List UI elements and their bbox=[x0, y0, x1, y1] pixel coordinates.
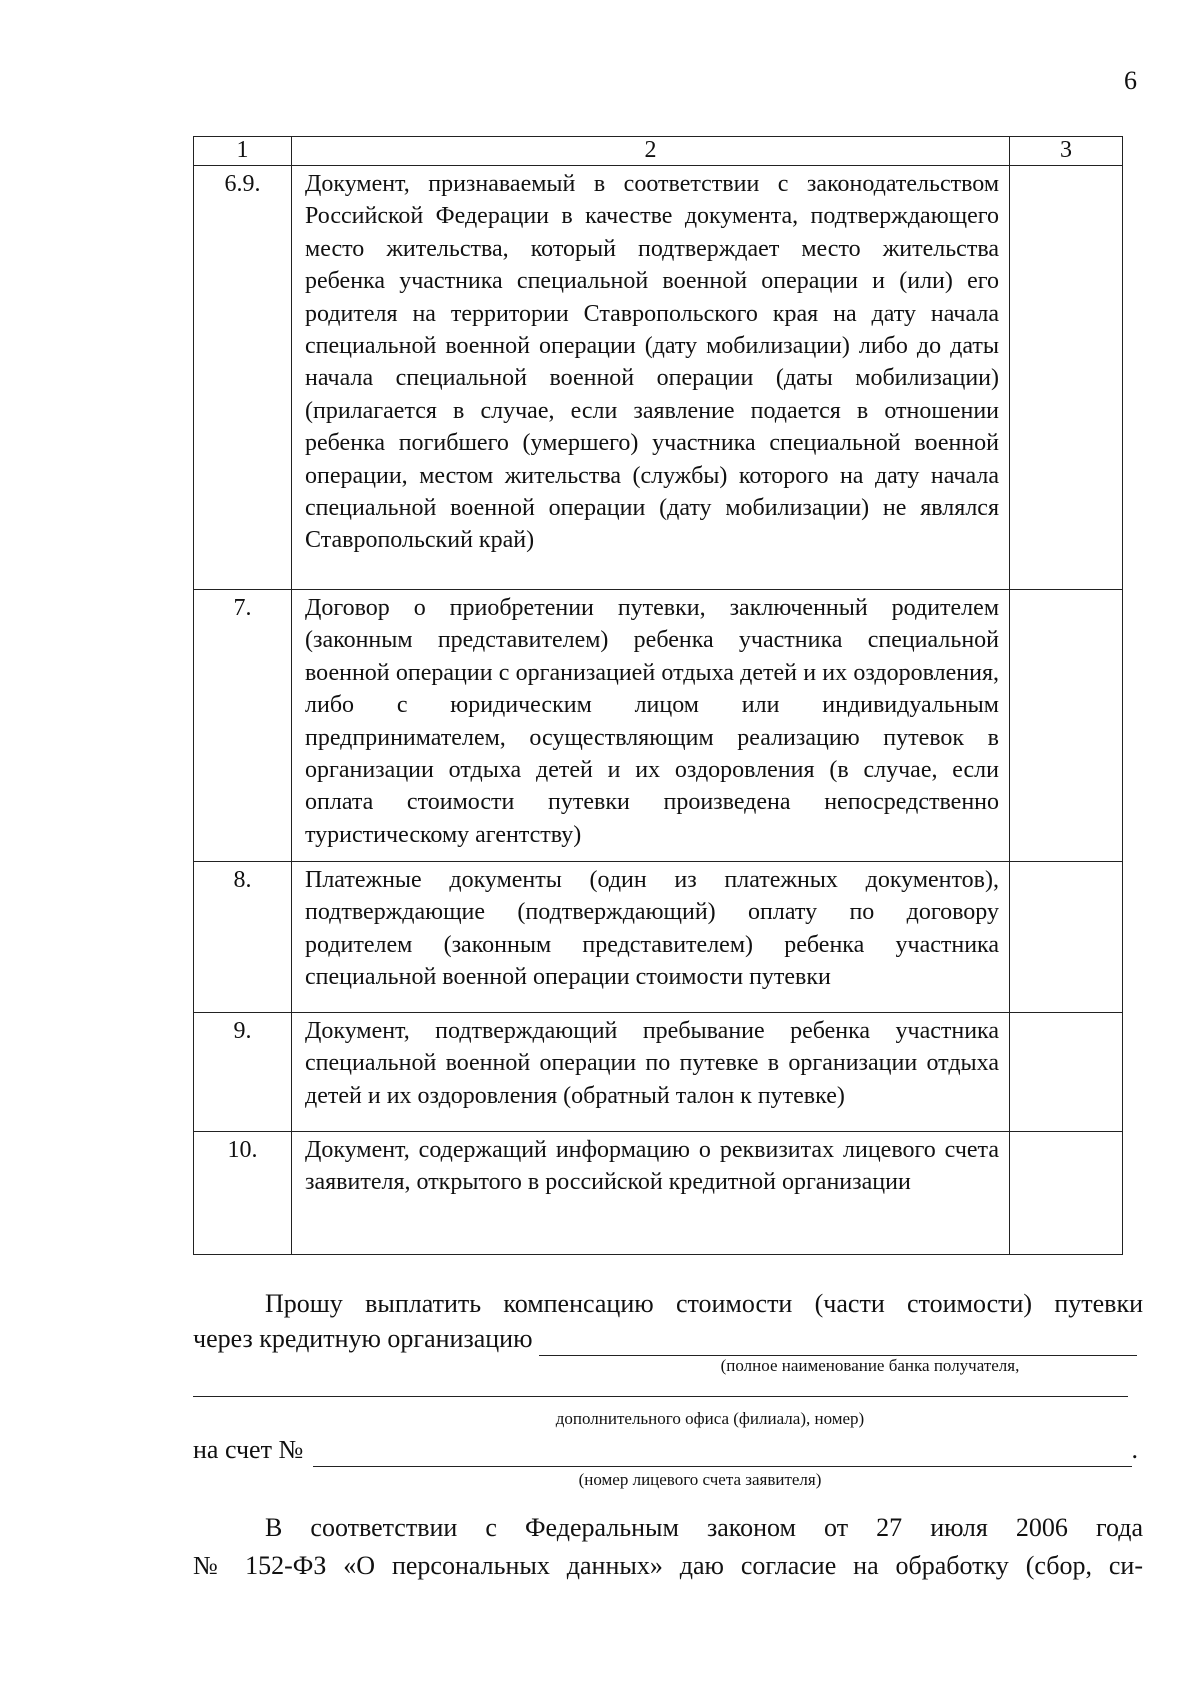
account-end-dot: . bbox=[1131, 1435, 1138, 1464]
table-header-cell: 2 bbox=[292, 137, 1010, 166]
row-mark-cell bbox=[1010, 862, 1123, 1013]
account-label: на счет № bbox=[193, 1435, 304, 1464]
table-row bbox=[194, 166, 1123, 590]
bank-name-line bbox=[539, 1329, 1137, 1356]
row-text: Договор о приобретении путевки, заключенный родителем (законным представителем) ребенка участника специальной военной операции с организацией отдыха детей и их оздоровления, либо с юридическим лицом или индивидуальным предпринимателем, осуществляющим реализацию путевок в организации отдыха детей и их оздоровления (в случае, если оплата стоимости путевки произведена непосредственно туристическому агентству) bbox=[292, 590, 1010, 862]
row-number: 7. bbox=[194, 590, 292, 862]
payment-request bbox=[193, 1286, 1143, 1356]
payment-line-1: Прошу выплатить компенсацию стоимости (части стоимости) путевки bbox=[265, 1289, 1143, 1318]
row-mark-cell bbox=[1010, 590, 1123, 862]
bank-name-row bbox=[193, 1321, 1143, 1356]
row-mark-cell bbox=[1010, 166, 1123, 590]
office-caption: дополнительного офиса (филиала), номер) bbox=[555, 1409, 865, 1428]
office-line bbox=[193, 1396, 1128, 1397]
table-header-cell: 1 bbox=[194, 137, 292, 166]
row-mark-cell bbox=[1010, 1132, 1123, 1255]
row-text: Документ, подтверждающий пребывание ребенка участника специальной военной операции по путевке в организации отдыха детей и их оздоровления (обратный талон к путевке) bbox=[292, 1013, 1010, 1132]
row-text: Документ, содержащий информацию о реквизитах лицевого счета заявителя, открытого в российской кредитной организации bbox=[292, 1132, 1010, 1255]
bank-name-caption: (полное наименование банка получателя, bbox=[720, 1356, 1020, 1375]
row-number: 6.9. bbox=[194, 166, 292, 590]
account-caption: (номер лицевого счета заявителя) bbox=[578, 1470, 822, 1489]
row-number: 8. bbox=[194, 862, 292, 1013]
row-text: Платежные документы (один из платежных документов), подтверждающие (подтверждающий) оплату по договору родителем (законным представителем) ребенка участника специальной военной операции стоимости путевки bbox=[292, 862, 1010, 1013]
table-row bbox=[194, 1132, 1123, 1255]
row-number: 10. bbox=[194, 1132, 292, 1255]
table-row bbox=[194, 862, 1123, 1013]
table-row bbox=[194, 1013, 1123, 1132]
consent-paragraph bbox=[193, 1509, 1143, 1585]
row-number: 9. bbox=[194, 1013, 292, 1132]
row-mark-cell bbox=[1010, 1013, 1123, 1132]
account-number-line bbox=[313, 1440, 1131, 1467]
table-row bbox=[194, 590, 1123, 862]
row-text: Документ, признаваемый в соответствии с законодательством Российской Федерации в качестве документа, подтверждающего место жительства, который подтверждает место жительства ребенка участника специальной военной операции и (или) его родителя на территории Ставропольского края на дату начала специальной военной операции (дату мобилизации) либо до даты начала специальной военной операции (даты мобилизации) (прилагается в случае, если заявление подается в отношении ребенка погибшего (умершего) участника специальной военной операции, местом жительства (службы) которого на дату начала специальной военной операции (дату мобилизации) не являлся Ставропольский край) bbox=[292, 166, 1010, 590]
table-header-cell: 3 bbox=[1010, 137, 1123, 166]
table-header-row bbox=[194, 137, 1123, 166]
payment-line-2: через кредитную организацию bbox=[193, 1324, 533, 1353]
page-number: 6 bbox=[1124, 66, 1137, 95]
consent-line-1: В соответствии с Федеральным законом от 27 июля 2006 года bbox=[265, 1513, 1143, 1542]
documents-table bbox=[193, 136, 1123, 1255]
consent-line-2: № 152-ФЗ «О персональных данных» даю согласие на обработку (сбор, си- bbox=[193, 1551, 1143, 1580]
account-row bbox=[193, 1432, 1138, 1467]
